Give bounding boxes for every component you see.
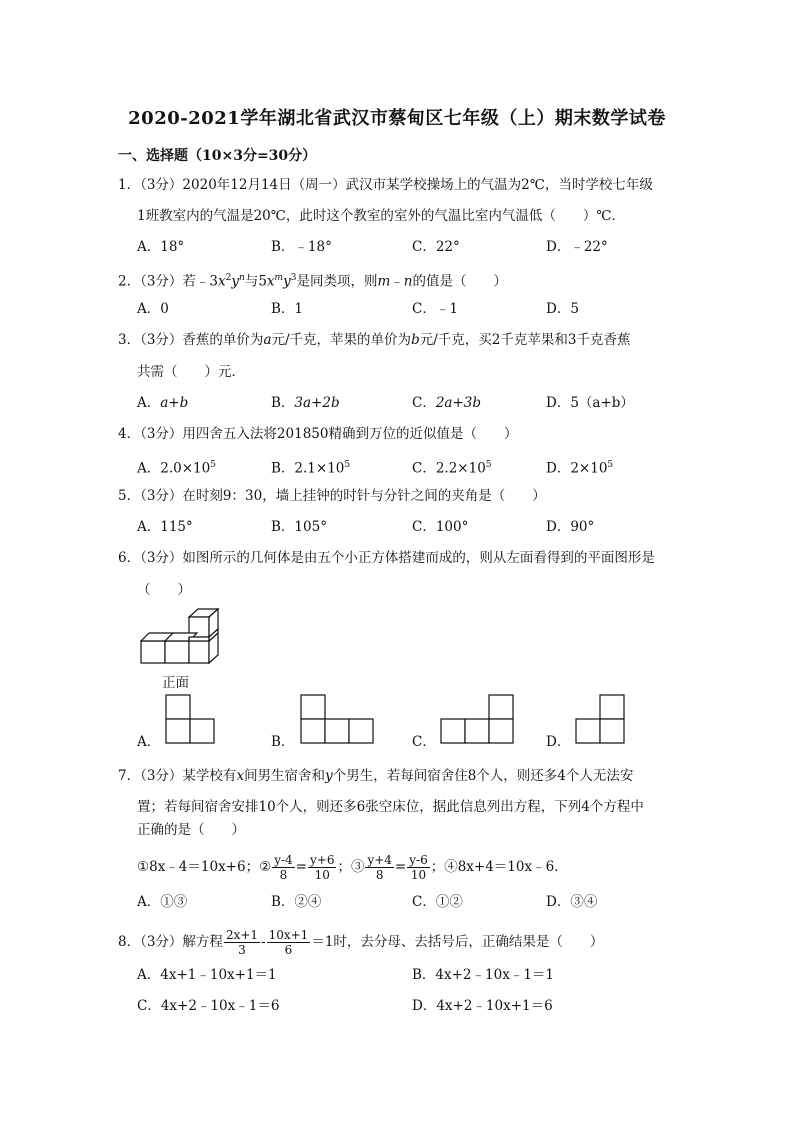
- q8-option-a: A．4x+1﹣10x+1＝1: [137, 967, 277, 983]
- q7-eq4: ；④8x+4＝10x﹣6．: [430, 859, 568, 875]
- q6-option-b-figure: [300, 694, 374, 744]
- q6-option-b-label: B．: [271, 734, 295, 750]
- q7-line1: 7．（3分）某学校有x间男生宿舍和y个男生，若每间宿舍住8个人，则还多4个人无法安: [118, 768, 634, 784]
- q1-line2: 1班教室内的气温是20℃，此时这个教室的室外的气温比室内气温低（ ）℃．: [137, 208, 625, 224]
- q4-line1: 4．（3分）用四舍五入法将201850精确到万位的近似值是（ ）: [118, 426, 518, 442]
- page-title: 2020-2021学年湖北省武汉市蔡甸区七年级（上）期末数学试卷: [128, 108, 666, 129]
- q6-option-c-label: C．: [412, 734, 436, 750]
- q3-line1-c: 元/千克，买2千克苹果和3千克香蕉: [419, 332, 631, 348]
- q1-option-c: C．22°: [412, 239, 460, 255]
- front-label: 正面: [162, 675, 189, 691]
- q3-line1: 3．（3分）香蕉的单价为a元/千克，苹果的单价为b元/千克，买2千克苹果和3千克香蕉: [118, 332, 631, 348]
- solid-figure: [135, 605, 230, 667]
- q2-option-c: C．﹣1: [412, 301, 458, 317]
- q7-line3: 正确的是（ ）: [137, 822, 245, 838]
- q6-option-d-figure: [575, 694, 625, 744]
- q3-option-a: A．a+b: [137, 395, 189, 411]
- q8-option-c: C．4x+2﹣10x﹣1＝6: [137, 998, 280, 1014]
- q3-option-b: B．3a+2b: [271, 395, 340, 411]
- q2-post: 是同类项，则: [296, 273, 378, 290]
- q5-option-b: B．105°: [271, 519, 327, 535]
- q7-eq2-frac2: $\frac{y+6}{10}$: [309, 853, 335, 882]
- q2-tail: 的值是（ ）: [412, 273, 507, 290]
- q2-option-d: D．5: [546, 301, 579, 317]
- q3-line1-b: 元/千克，苹果的单价为: [271, 332, 412, 348]
- q7-equations: ①8x﹣4＝10x+6；② $\frac{y-4}{8}$ = $\frac{y+6}{10}$ ；③ $\frac{y+4}{8}$ = $\frac{y-6}{10}$ ；④8x+4＝10x﹣6．: [137, 853, 568, 882]
- q3-line1-a: 3．（3分）香蕉的单价为: [118, 332, 264, 348]
- q8-option-d: D．4x+2﹣10x+1＝6: [412, 998, 553, 1014]
- q4-option-d: D．$2\times 10^5$: [546, 460, 614, 477]
- q3-option-d: D．5（a+b）: [546, 395, 634, 411]
- q7-eq3-frac1: $\frac{y+4}{8}$: [367, 853, 392, 882]
- q7-line2: 置；若每间宿舍安排10个人，则还多6张空床位，据此信息列出方程，下列4个方程中: [137, 799, 644, 815]
- q2-option-b: B．1: [271, 301, 304, 317]
- q2-pre: 2．（3分）若﹣3: [118, 273, 219, 290]
- q2-mid: 与5: [244, 273, 267, 290]
- q4-option-c: C．$2.2\times 10^5$: [412, 460, 492, 477]
- q2-option-a: A．0: [137, 301, 169, 317]
- q7-option-c: C．①②: [412, 894, 463, 910]
- q7-option-d: D．③④: [546, 894, 598, 910]
- q1-option-d: D．﹣22°: [546, 239, 608, 255]
- q7-eq3-frac2: $\frac{y-6}{10}$: [409, 853, 428, 882]
- q7-option-a: A．①③: [137, 894, 188, 910]
- q5-option-c: C．100°: [412, 519, 469, 535]
- q3-option-c: C．2a+3b: [412, 395, 482, 411]
- q4-option-b: B．$2.1\times 10^5$: [271, 460, 351, 477]
- q7-eq2-frac1: $\frac{y-4}{8}$: [274, 853, 293, 882]
- q8-frac1: $\frac{2x+1}{3}$: [225, 928, 259, 957]
- q6-option-d-label: D．: [546, 734, 571, 750]
- q6-line1: 6．（3分）如图所示的几何体是由五个小正方体搭建而成的，则从左面看得到的平面图形是: [118, 550, 655, 566]
- q1-option-b: B．﹣18°: [271, 239, 332, 255]
- q3-line2: 共需（ ）元．: [137, 364, 245, 380]
- q6-option-a-label: A．: [137, 734, 161, 750]
- q8-option-b: B．4x+2﹣10x﹣1＝1: [412, 967, 554, 983]
- q1-option-a: A．18°: [137, 239, 185, 255]
- q6-line2: （ ）: [137, 582, 191, 598]
- q6-option-a-figure: [165, 694, 215, 744]
- q5-option-a: A．115°: [137, 519, 193, 535]
- q6-option-c-figure: [440, 694, 514, 744]
- q8-frac2: $\frac{10x+1}{6}$: [268, 928, 309, 957]
- q7-eq1: ①8x﹣4＝10x+6；: [137, 859, 260, 875]
- q2-line1: 2．（3分）若$﹣3x^2y^n$与$5x^my^3$是同类项，则m﹣n的值是（ ）: [118, 273, 507, 290]
- q7-option-b: B．②④: [271, 894, 322, 910]
- q1-line1: 1．（3分）2020年12月14日（周一）武汉市某学校操场上的气温为2℃，当时学校七年级: [118, 177, 653, 193]
- q8-line1: 8．（3分）解方程 $\frac{2x+1}{3}$ - $\frac{10x+1}{6}$ ＝1时，去分母、去括号后，正确结果是（ ）: [118, 928, 604, 957]
- q5-option-d: D．90°: [546, 519, 595, 535]
- section-heading: 一、选择题（10×3分=30分）: [118, 148, 317, 164]
- q5-line1: 5．（3分）在时刻9：30，墙上挂钟的时针与分针之间的夹角是（ ）: [118, 488, 546, 504]
- q4-option-a: A．$2.0\times 10^5$: [137, 460, 216, 477]
